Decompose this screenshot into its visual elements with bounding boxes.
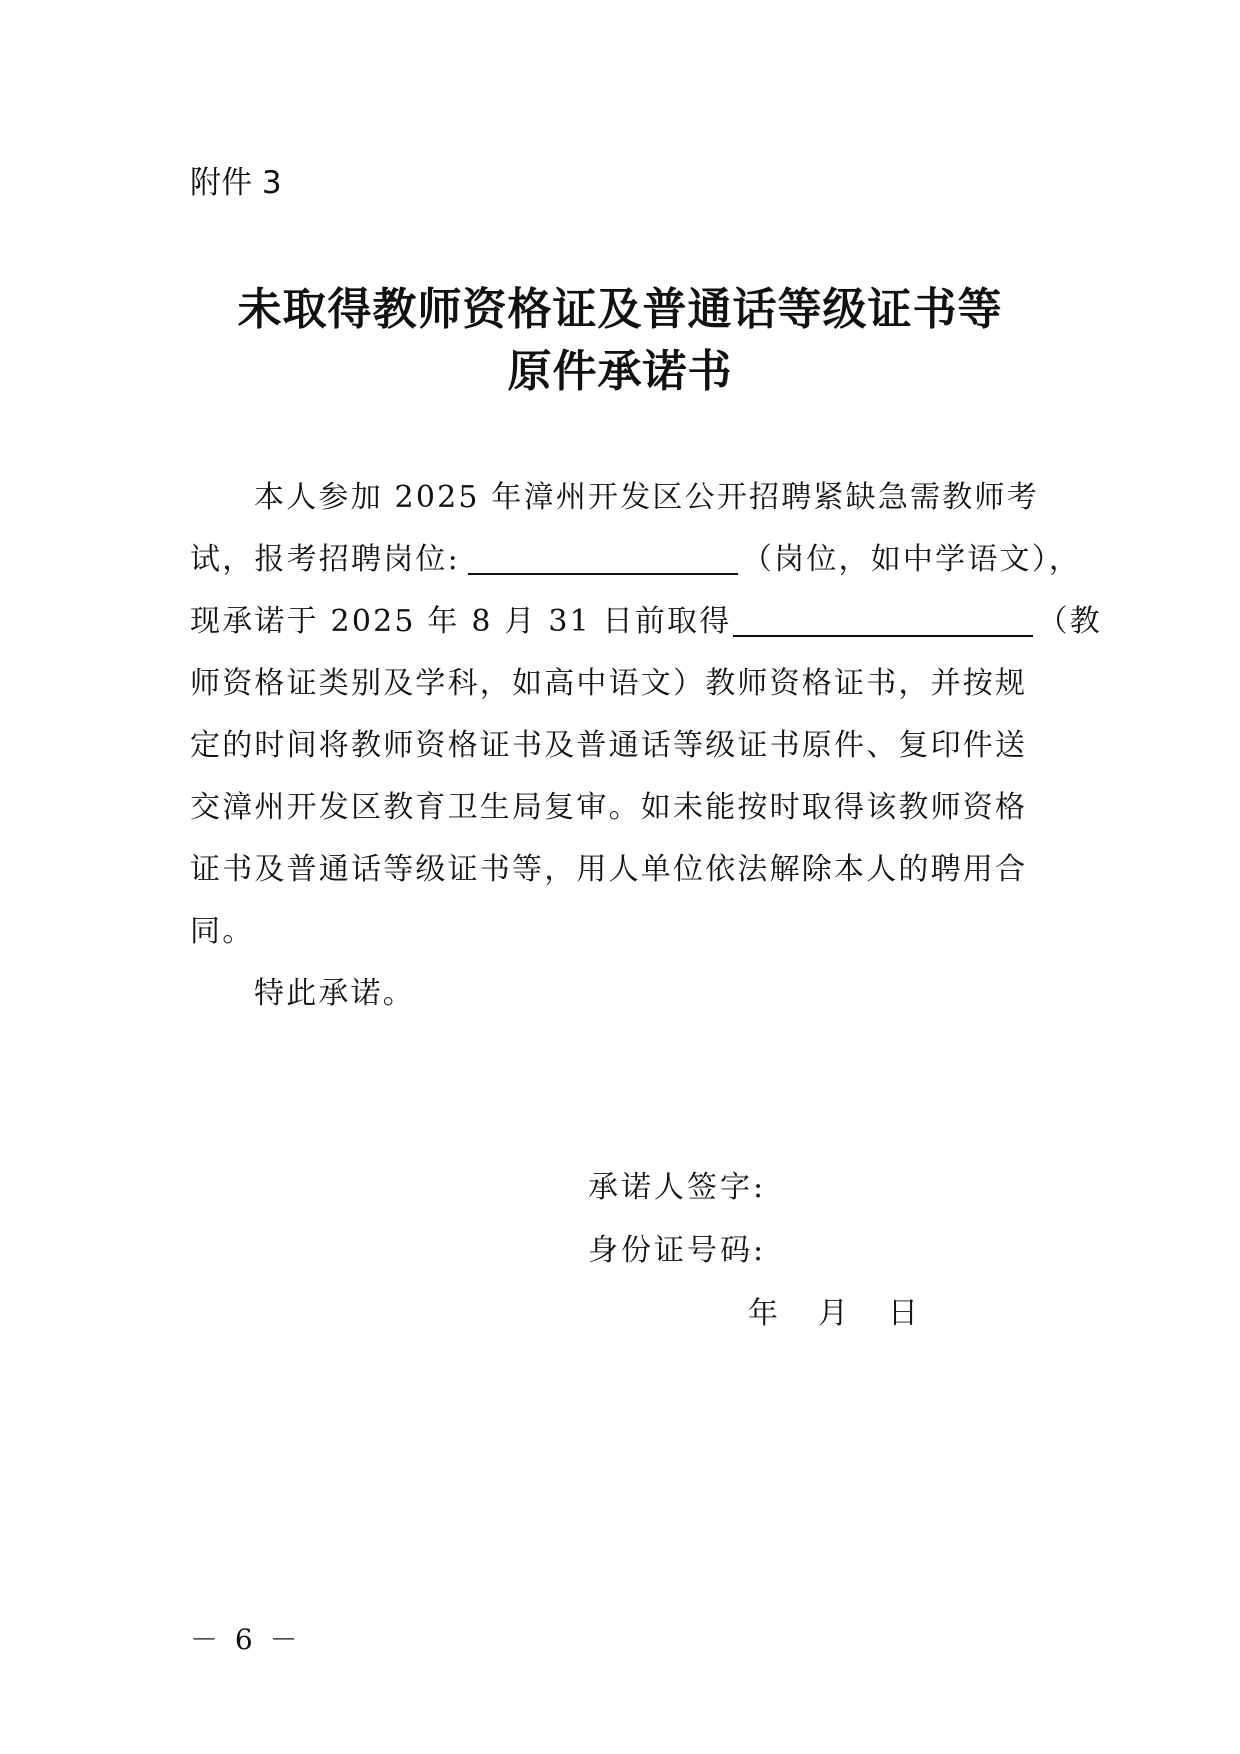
promise-text: 现承诺于 2025 年 8 月 31 日前取得 xyxy=(190,604,732,639)
position-blank[interactable] xyxy=(468,543,738,575)
date-day-label: 日 xyxy=(888,1296,918,1331)
signer-label: 承诺人签字: xyxy=(588,1170,767,1205)
body-line-1: 本人参加 2025 年漳州开发区公开招聘紧缺急需教师考 xyxy=(254,480,1039,515)
document-title-line-1: 未取得教师资格证及普通话等级证书等 xyxy=(237,284,1003,335)
body-line-8: 同。 xyxy=(190,914,255,949)
attachment-label: 附件 3 xyxy=(190,165,282,201)
page-number: － 6 － xyxy=(190,1623,302,1656)
body-line-6: 交漳州开发区教育卫生局复审。如未能按时取得该教师资格 xyxy=(190,790,1028,825)
date-month-label: 月 xyxy=(818,1296,848,1331)
id-number-label: 身份证号码: xyxy=(588,1233,767,1268)
date-year-label: 年 xyxy=(748,1296,778,1331)
body-line-4: 师资格证类别及学科，如高中语文）教师资格证书，并按规 xyxy=(190,666,1028,701)
body-line-3 xyxy=(190,602,1102,642)
closing-statement: 特此承诺。 xyxy=(254,976,415,1011)
certificate-type-blank[interactable] xyxy=(733,605,1033,637)
position-prompt: 试，报考招聘岗位: xyxy=(190,542,460,577)
position-hint: （岗位，如中学语文）， xyxy=(741,542,1082,577)
certificate-hint-start: （教 xyxy=(1037,604,1102,639)
body-line-2 xyxy=(190,540,1082,580)
body-line-5: 定的时间将教师资格证书及普通话等级证书原件、复印件送 xyxy=(190,728,1028,763)
body-line-7: 证书及普通话等级证书等，用人单位依法解除本人的聘用合 xyxy=(190,852,1028,887)
document-title-line-2: 原件承诺书 xyxy=(507,346,733,397)
